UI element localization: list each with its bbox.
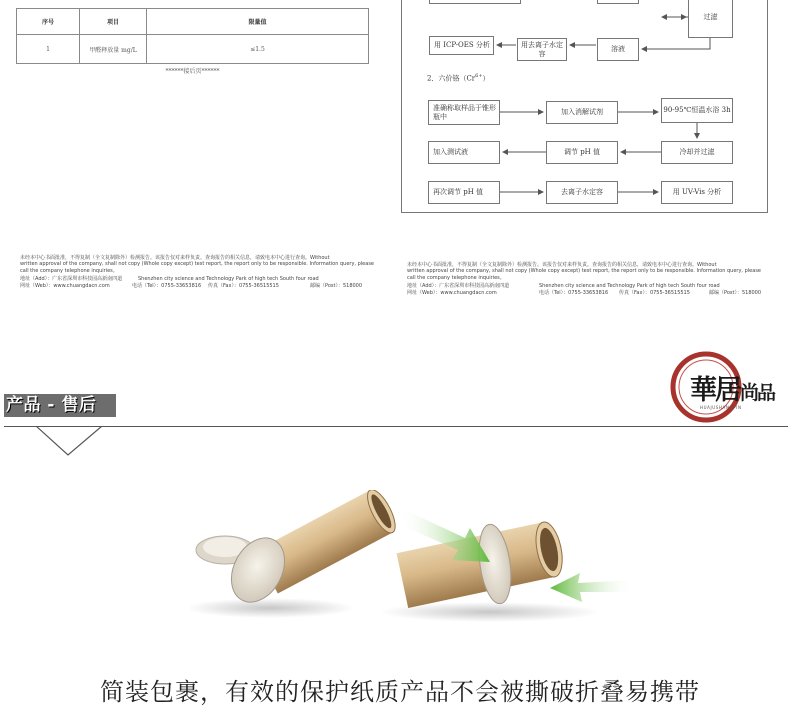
table-cell: 1 bbox=[17, 35, 80, 64]
flow-box-deionized: 用去离子水定容 bbox=[517, 38, 567, 61]
flow-box-solution: 溶液 bbox=[597, 38, 639, 61]
flow-box-water-bath: 90-95℃恒温水浴 3h bbox=[661, 98, 733, 123]
disclaimer-line: 未经本中心书面批准，不得复制（全文复制除外）检测报告。该报告仅对来样负责。查询报告的相关信息，请致电本中心进行查询。Without bbox=[20, 255, 330, 261]
flow-box-icp: 用 ICP-OES 分析 bbox=[429, 36, 494, 55]
website: 网址（Web）：www.chuangdacn.com bbox=[407, 290, 497, 297]
brand-sub: HUAJUSHANGPIN bbox=[700, 405, 742, 410]
telephone: 电话（Tel）：0755-33653816 bbox=[132, 283, 202, 290]
telephone: 电话（Tel）：0755-33653816 bbox=[539, 290, 609, 297]
product-tube-illustration bbox=[190, 490, 640, 625]
flow-arrows bbox=[400, 0, 770, 215]
table-header: 限量值 bbox=[147, 9, 369, 35]
section-title-cr6: 2．六价铬$(Cr^{6+})$ bbox=[427, 73, 490, 83]
table-header: 序号 bbox=[17, 9, 80, 35]
flow-box-adjust-ph: 调节 pH 值 bbox=[546, 141, 618, 164]
postcode: 邮编（Post）：518000 bbox=[310, 283, 363, 290]
flow-box-cool-filter: 冷却并过滤 bbox=[661, 141, 733, 164]
fax: 传真（Fax）：0755-36515515 bbox=[619, 290, 690, 297]
section-divider bbox=[4, 426, 788, 427]
flow-box-add-digest: 加入消解试剂 bbox=[546, 101, 618, 124]
website: 网址（Web）：www.chuangdacn.com bbox=[20, 283, 110, 290]
report-limit-table bbox=[16, 8, 369, 64]
disclaimer-line: call the company telephone inquiries。 bbox=[407, 274, 505, 281]
table-header: 项目 bbox=[80, 9, 147, 35]
table-cell: ≤1.5 bbox=[147, 35, 369, 64]
flow-box-filter: 过滤 bbox=[688, 0, 733, 38]
flow-box-readjust-ph: 再次调节 pH 值 bbox=[428, 181, 500, 204]
address-en: Shenzhen city science and Technology Park of high tech South four road bbox=[138, 276, 319, 283]
product-caption: 简装包裹，有效的保护纸质产品不会被撕破折叠易携带 bbox=[100, 678, 700, 706]
arrow-in-icon bbox=[550, 573, 635, 602]
flow-box-uvvis: 用 UV-Vis 分析 bbox=[661, 181, 733, 204]
address-en: Shenzhen city science and Technology Park of high tech South four road bbox=[539, 283, 720, 290]
postcode: 邮编（Post）：518000 bbox=[709, 290, 762, 297]
address-cn: 地址（Add）：广东省深圳市科技园高新南四道 bbox=[407, 283, 510, 290]
disclaimer-line: call the company telephone inquiries。 bbox=[20, 267, 118, 274]
chevron-down-icon bbox=[36, 426, 106, 458]
address-cn: 地址（Add）：广东省深圳市科技园高新南四道 bbox=[20, 276, 123, 283]
flow-box-weigh: 准确称取样品于锥形瓶中 bbox=[428, 100, 500, 125]
flow-box-add-test: 加入测试液 bbox=[428, 141, 500, 164]
report-footer-right bbox=[407, 262, 767, 297]
disclaimer-line: 未经本中心书面批准，不得复制（全文复制除外）检测报告。该报告仅对来样负责。查询报告的相关信息，请致电本中心进行查询。Without bbox=[407, 262, 717, 268]
section-tag: 产品 - 售后 bbox=[4, 394, 116, 417]
brand-name: 華居尚品 bbox=[690, 375, 775, 406]
disclaimer-line: written approval of the company, shall not copy (Whole copy except) test report, the report only to be responsible. Information query, please bbox=[20, 261, 374, 268]
fax: 传真（Fax）：0755-36515515 bbox=[208, 283, 279, 290]
table-cell: 甲醛释放量 mg/L bbox=[80, 35, 147, 64]
flow-box-deionized-2: 去离子水定容 bbox=[546, 181, 618, 204]
disclaimer-line: written approval of the company, shall not copy (Whole copy except) test report, the report only to be responsible. Information query, please bbox=[407, 268, 761, 275]
continued-note: ******接后页****** bbox=[165, 68, 220, 75]
report-footer-left bbox=[20, 255, 374, 290]
